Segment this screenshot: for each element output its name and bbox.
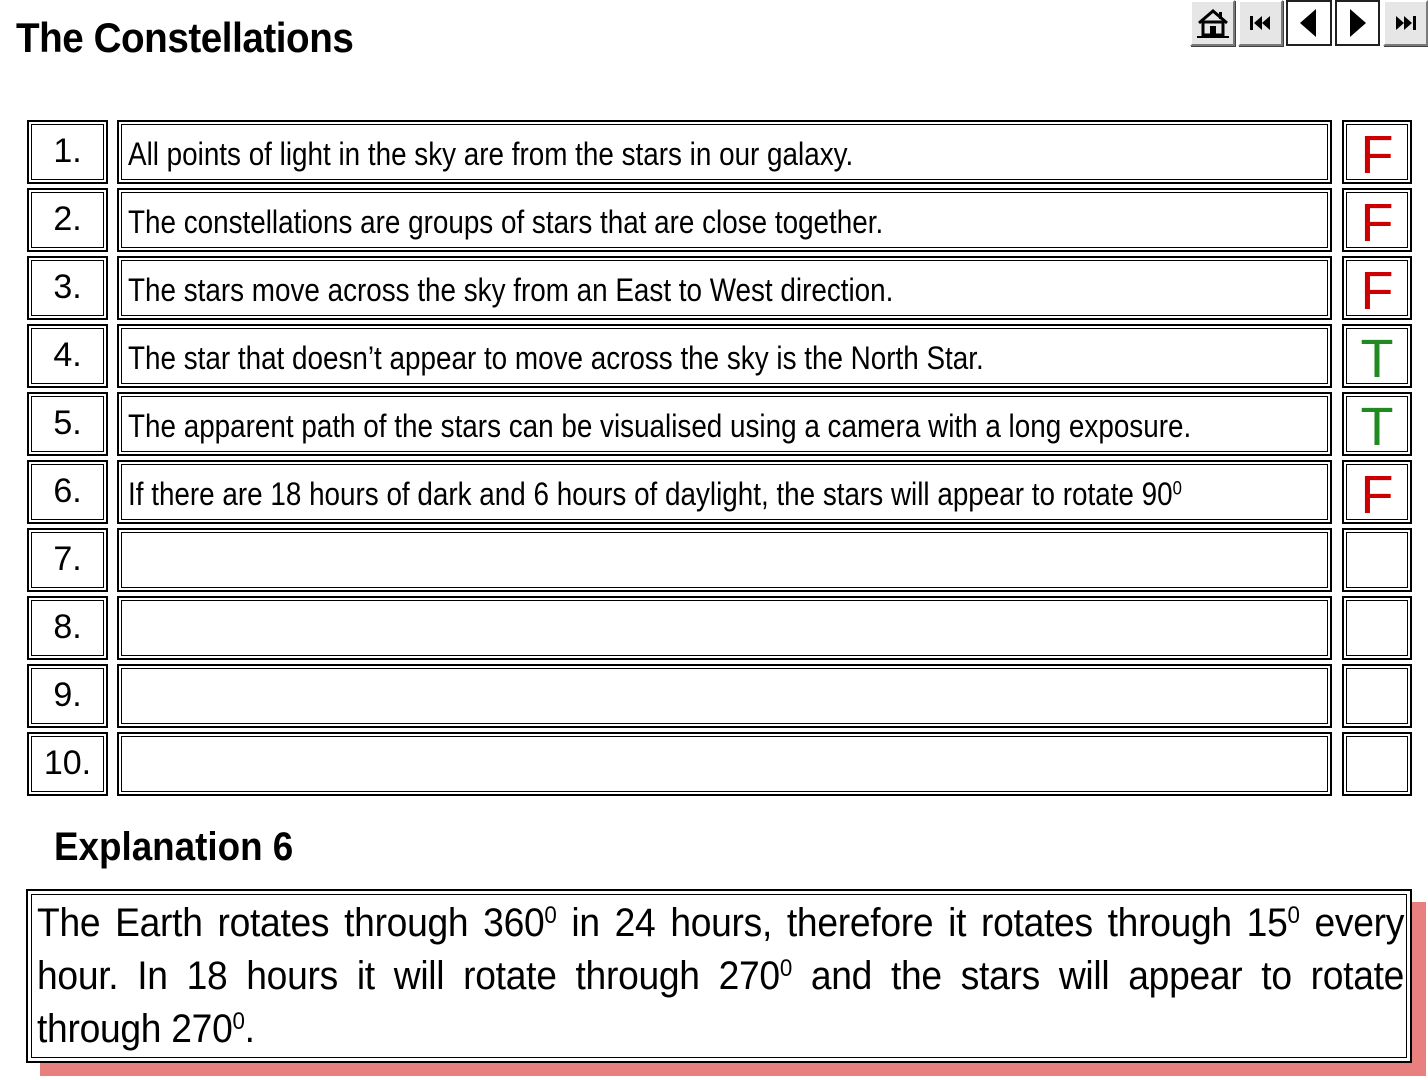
- statement-text: [128, 190, 883, 252]
- last-slide-button[interactable]: [1383, 0, 1428, 46]
- explanation-text-run: .: [244, 1007, 255, 1051]
- statement-text-cell[interactable]: [117, 596, 1332, 660]
- statement-text-main: If there are 18 hours of dark and 6 hours of daylight, the stars will appear to rotate 90: [128, 476, 1173, 512]
- skip-first-icon: [1246, 11, 1276, 35]
- true-false-answer[interactable]: F: [1342, 188, 1412, 252]
- statement-number: 5.: [27, 392, 108, 456]
- statement-number: 2.: [27, 188, 108, 252]
- statement-text-cell[interactable]: [117, 528, 1332, 592]
- triangle-right-icon: [1342, 6, 1372, 40]
- home-button[interactable]: [1190, 0, 1235, 46]
- home-icon: [1195, 5, 1231, 41]
- statement-number: 6.: [27, 460, 108, 524]
- statement-row: [27, 120, 1412, 184]
- true-false-answer[interactable]: [1342, 528, 1412, 592]
- first-slide-button[interactable]: [1238, 0, 1283, 46]
- explanation-text-run: and the stars will appear to rotate through 270: [37, 954, 1405, 1051]
- statement-text-cell[interactable]: [117, 256, 1332, 320]
- statement-row: [27, 664, 1412, 728]
- degree-superscript: 0: [544, 901, 557, 929]
- statement-number: 4.: [27, 324, 108, 388]
- true-false-answer[interactable]: F: [1342, 120, 1412, 184]
- statement-row: [27, 256, 1412, 320]
- explanation-heading: Explanation 6: [54, 825, 294, 869]
- statement-row: [27, 732, 1412, 796]
- true-false-answer[interactable]: T: [1342, 392, 1412, 456]
- statement-text-main: The constellations are groups of stars that are close together.: [128, 204, 884, 240]
- statement-text: [128, 326, 984, 388]
- statement-text-main: The stars move across the sky from an East to West direction.: [128, 272, 894, 308]
- statement-text-main: All points of light in the sky are from the stars in our galaxy.: [128, 136, 854, 172]
- statement-row: [27, 596, 1412, 660]
- statement-number: 9.: [27, 664, 108, 728]
- explanation-text: [37, 897, 1404, 1056]
- page-title: The Constellations: [16, 14, 354, 61]
- degree-superscript: 0: [1172, 478, 1182, 500]
- statement-number: 3.: [27, 256, 108, 320]
- true-false-answer[interactable]: [1342, 732, 1412, 796]
- statement-text-cell[interactable]: [117, 664, 1332, 728]
- statement-text: [128, 462, 1182, 524]
- true-false-answer[interactable]: F: [1342, 256, 1412, 320]
- statement-row: [27, 188, 1412, 252]
- explanation-text-run: The Earth rotates through 360: [37, 901, 545, 945]
- statement-text-cell[interactable]: [117, 324, 1332, 388]
- explanation-text-run: in 24 hours, therefore it rotates through 15: [556, 901, 1288, 945]
- true-false-answer[interactable]: F: [1342, 460, 1412, 524]
- skip-last-icon: [1390, 11, 1420, 35]
- statement-text: [128, 258, 893, 320]
- statement-text: [128, 122, 853, 184]
- statement-row: [27, 324, 1412, 388]
- true-false-answer[interactable]: [1342, 664, 1412, 728]
- statement-row: [27, 528, 1412, 592]
- statement-number: 8.: [27, 596, 108, 660]
- triangle-left-icon: [1294, 6, 1324, 40]
- degree-superscript: 0: [1287, 901, 1300, 929]
- statement-row: [27, 460, 1412, 524]
- statement-number: 1.: [27, 120, 108, 184]
- explanation-text-run: every hour. In 18 hours it will rotate through 270: [37, 901, 1405, 998]
- next-slide-button[interactable]: [1335, 0, 1380, 46]
- statement-text-cell[interactable]: [117, 120, 1332, 184]
- statement-text-main: The apparent path of the stars can be visualised using a camera with a long exposure.: [128, 408, 1192, 444]
- true-false-answer[interactable]: [1342, 596, 1412, 660]
- slide-navigation-toolbar: [1190, 0, 1428, 50]
- previous-slide-button[interactable]: [1286, 0, 1331, 46]
- statement-text-cell[interactable]: [117, 392, 1332, 456]
- statement-text-main: The star that doesn’t appear to move across the sky is the North Star.: [128, 340, 984, 376]
- statement-text-cell[interactable]: [117, 460, 1332, 524]
- statement-number: 7.: [27, 528, 108, 592]
- explanation-box: [26, 889, 1412, 1063]
- statement-number: 10.: [27, 732, 108, 796]
- statement-text-cell[interactable]: [117, 732, 1332, 796]
- statement-text-cell[interactable]: [117, 188, 1332, 252]
- degree-superscript: 0: [232, 1007, 245, 1035]
- statement-row: [27, 392, 1412, 456]
- degree-superscript: 0: [779, 954, 792, 982]
- statement-text: [128, 394, 1191, 456]
- true-false-answer[interactable]: T: [1342, 324, 1412, 388]
